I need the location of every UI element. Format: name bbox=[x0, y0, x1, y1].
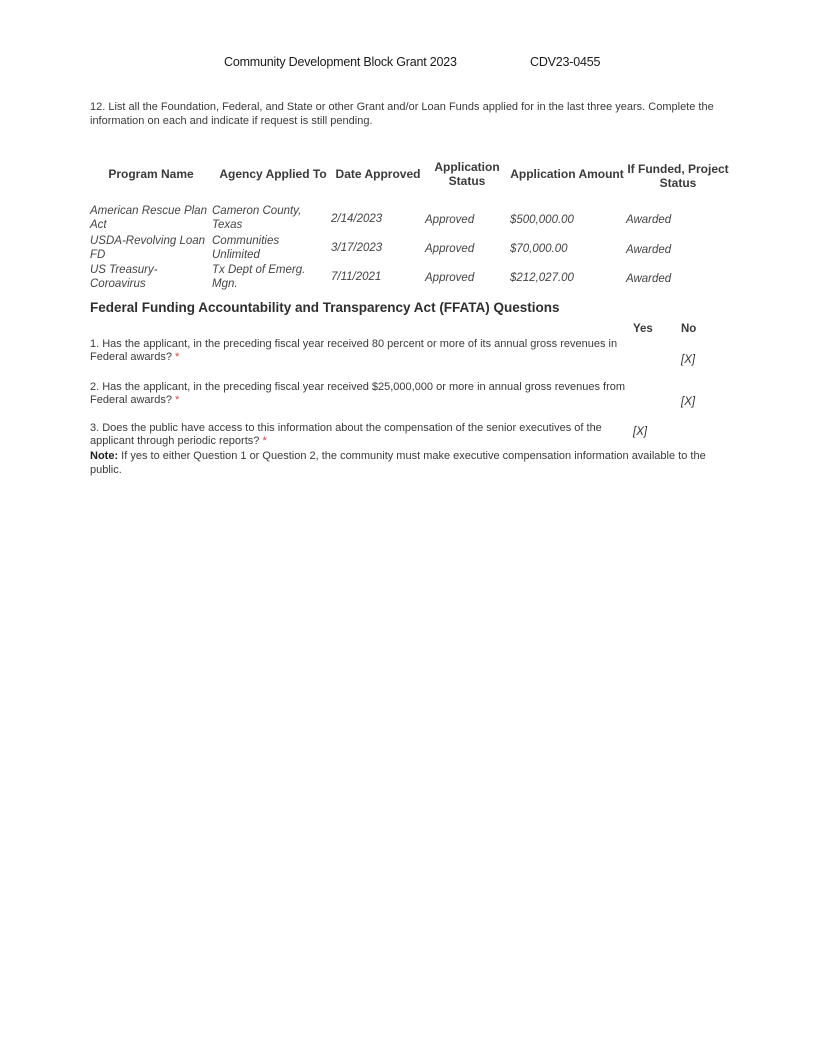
note-label: Note: bbox=[90, 450, 119, 462]
required-marker: * bbox=[262, 435, 267, 447]
row-date: 7/11/2021 bbox=[331, 271, 382, 283]
column-header-program: Program Name bbox=[108, 167, 194, 181]
column-header-status: Application Status bbox=[434, 160, 500, 188]
yes-column-label: Yes bbox=[633, 323, 653, 335]
row-agency: Cameron County, Texas bbox=[212, 205, 302, 231]
row-program: American Rescue Plan Act bbox=[90, 205, 207, 231]
ffata-section-title: Federal Funding Accountability and Transparency Act (FFATA) Questions bbox=[90, 300, 560, 315]
row-agency: Tx Dept of Emerg. Mgn. bbox=[212, 264, 306, 290]
ffata-note bbox=[90, 450, 730, 477]
question-text: 1. Has the applicant, in the preceding fiscal year received 80 percent or more of its annual gross revenues in Federal awards? bbox=[90, 338, 618, 363]
column-header-agency: Agency Applied To bbox=[219, 167, 327, 181]
row-status: Approved bbox=[425, 214, 475, 226]
row-amount: $212,027.00 bbox=[510, 272, 574, 284]
row-date: 3/17/2023 bbox=[331, 242, 383, 254]
row-date: 2/14/2023 bbox=[331, 213, 383, 225]
row-program: USDA-Revolving Loan FD bbox=[90, 235, 206, 261]
question-12-instructions: 12. List all the Foundation, Federal, and State or other Grant and/or Loan Funds applied for in the last three years. Complete the information on each and indicate if request is still pending. bbox=[90, 101, 714, 127]
required-marker: * bbox=[175, 394, 180, 406]
question-3-yes-checkbox[interactable]: [X] bbox=[633, 426, 648, 438]
question-1-no-checkbox[interactable]: [X] bbox=[681, 354, 696, 366]
row-status: Approved bbox=[425, 272, 475, 284]
ffata-question-3 bbox=[90, 422, 635, 448]
row-funded: Awarded bbox=[626, 244, 672, 256]
document-code: CDV23-0455 bbox=[530, 55, 601, 69]
column-header-date: Date Approved bbox=[335, 167, 421, 181]
ffata-question-2 bbox=[90, 381, 635, 407]
row-status: Approved bbox=[425, 243, 475, 255]
row-amount: $500,000.00 bbox=[510, 214, 574, 226]
note-text: If yes to either Question 1 or Question 2, the community must make executive compensation information available to the public. bbox=[90, 450, 706, 476]
row-amount: $70,000.00 bbox=[510, 243, 568, 255]
ffata-question-1 bbox=[90, 338, 635, 364]
column-header-amount: Application Amount bbox=[510, 167, 624, 181]
document-title: Community Development Block Grant 2023 bbox=[224, 55, 457, 69]
row-funded: Awarded bbox=[626, 214, 672, 226]
question-text: 3. Does the public have access to this information about the compensation of the senior executives of the applicant through periodic reports? bbox=[90, 422, 602, 447]
no-column-label: No bbox=[681, 323, 697, 335]
question-text: 2. Has the applicant, in the preceding fiscal year received $25,000,000 or more in annual gross revenues from Federal awards? bbox=[90, 381, 626, 406]
row-funded: Awarded bbox=[626, 273, 672, 285]
required-marker: * bbox=[175, 351, 180, 363]
row-agency: Communities Unlimited bbox=[212, 235, 280, 261]
column-header-funded: If Funded, Project Status bbox=[627, 162, 729, 190]
row-program: US Treasury-Coroavirus bbox=[90, 264, 158, 290]
question-2-no-checkbox[interactable]: [X] bbox=[681, 396, 696, 408]
page-header bbox=[0, 55, 816, 71]
